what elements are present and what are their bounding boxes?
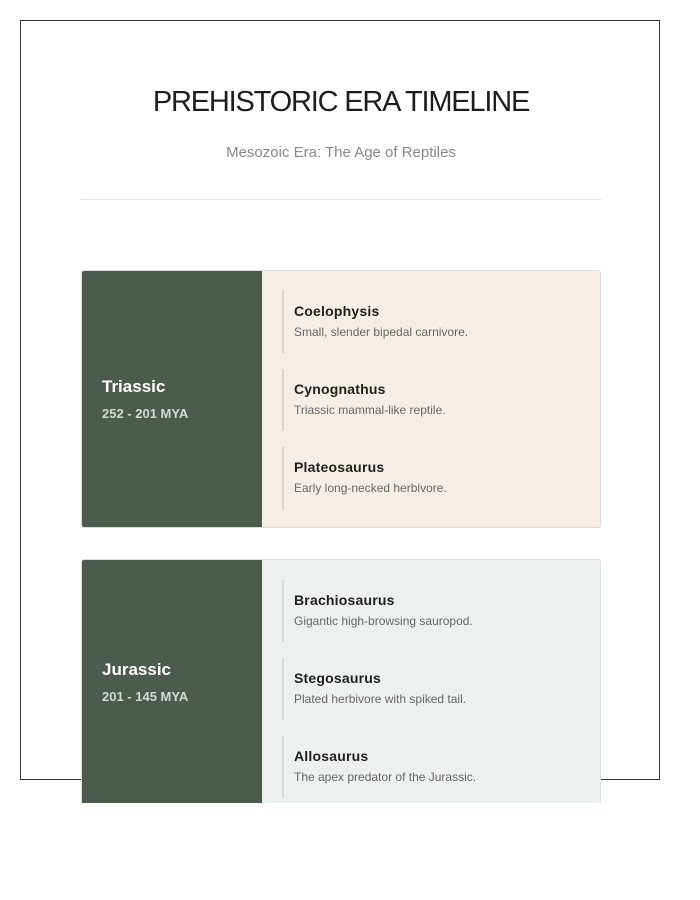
species-item bbox=[282, 658, 580, 720]
page-subtitle: Mesozoic Era: The Age of Reptiles bbox=[226, 144, 456, 161]
era-side-panel bbox=[82, 271, 262, 527]
era-name: Jurassic bbox=[102, 659, 171, 679]
species-name: Allosaurus bbox=[294, 748, 369, 764]
species-description: Small, slender bipedal carnivore. bbox=[294, 325, 469, 339]
species-list bbox=[262, 271, 600, 527]
species-name: Coelophysis bbox=[294, 303, 380, 319]
era-name: Triassic bbox=[102, 377, 166, 396]
species-description: Early long-necked herbivore. bbox=[294, 481, 447, 495]
era-card-jurassic bbox=[81, 559, 601, 803]
species-description: The apex predator of the Jurassic. bbox=[294, 770, 477, 784]
species-description: Gigantic high-browsing sauropod. bbox=[294, 614, 473, 628]
species-item bbox=[282, 447, 580, 509]
species-description: Triassic mammal-like reptile. bbox=[294, 403, 446, 417]
species-name: Cynognathus bbox=[294, 381, 386, 397]
species-description: Plated herbivore with spiked tail. bbox=[294, 692, 467, 706]
era-range: 252 - 201 MYA bbox=[102, 406, 189, 421]
species-list bbox=[262, 560, 600, 803]
era-range: 201 - 145 MYA bbox=[102, 688, 189, 704]
era-card-triassic bbox=[81, 270, 601, 528]
page-title: PREHISTORIC ERA TIMELINE bbox=[152, 86, 530, 118]
species-item bbox=[282, 580, 580, 642]
species-name: Brachiosaurus bbox=[294, 592, 395, 608]
species-name: Plateosaurus bbox=[294, 459, 385, 475]
header-divider bbox=[81, 199, 601, 200]
species-item bbox=[282, 291, 580, 353]
species-item bbox=[282, 736, 580, 798]
species-item bbox=[282, 369, 580, 431]
species-name: Stegosaurus bbox=[294, 670, 381, 686]
era-side-panel bbox=[82, 560, 262, 803]
